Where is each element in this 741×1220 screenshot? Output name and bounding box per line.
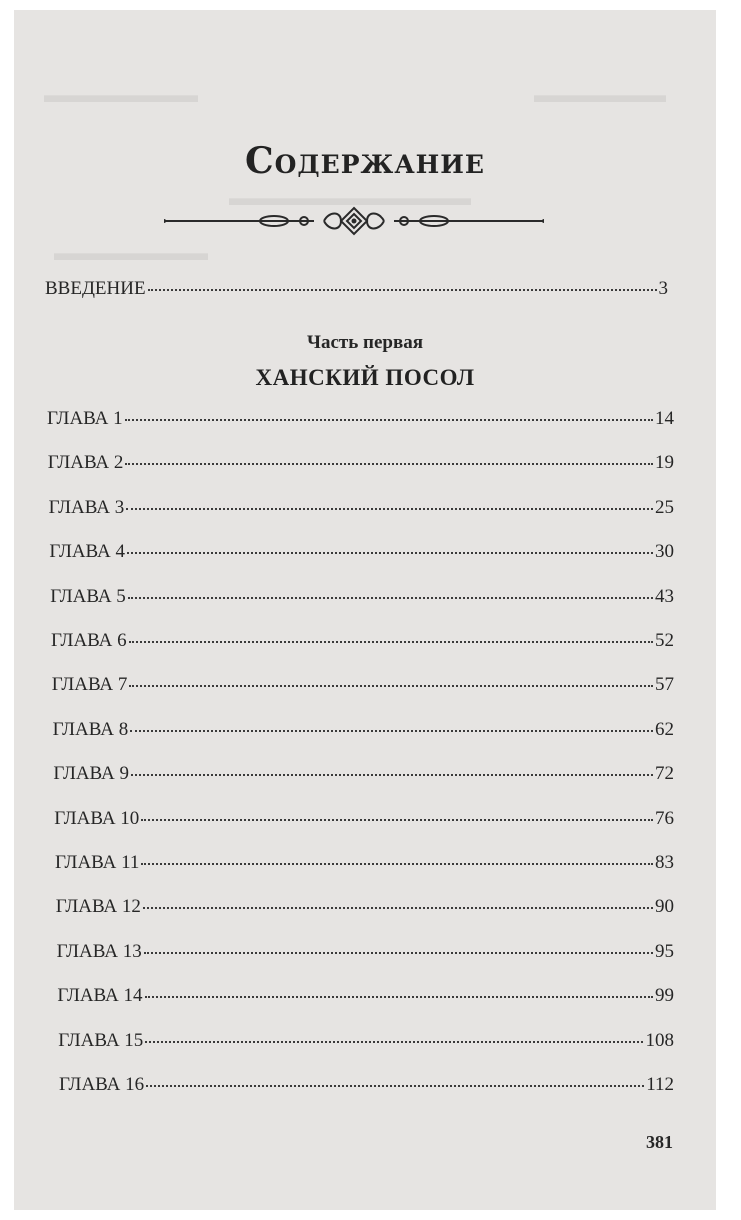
toc-entry-label: ГЛАВА 15 — [58, 1029, 144, 1051]
contents-heading: Содержание — [245, 140, 485, 182]
toc-entry-chapter[interactable] — [52, 674, 674, 696]
toc-entry-chapter[interactable] — [56, 896, 674, 918]
dot-leader — [141, 863, 653, 865]
toc-entry-page: 14 — [655, 408, 674, 429]
toc-entry-page: 95 — [654, 940, 674, 962]
toc-entry-chapter[interactable] — [47, 408, 674, 430]
toc-entry-page: 90 — [654, 896, 674, 918]
toc-entry-chapter[interactable] — [57, 985, 674, 1007]
part-label: Часть первая — [307, 332, 423, 353]
toc-entry-label: ГЛАВА 11 — [55, 852, 140, 873]
show-through-text: ▬▬▬▬▬▬▬▬▬▬▬ — [229, 185, 471, 210]
toc-entry-page: 57 — [654, 674, 674, 696]
toc-entry-label: ГЛАВА 5 — [50, 585, 126, 607]
dot-leader — [144, 952, 653, 954]
dot-leader — [148, 289, 657, 291]
toc-entry-label: ГЛАВА 1 — [47, 408, 123, 429]
toc-entry-chapter[interactable] — [50, 586, 674, 608]
toc-entry-page: 112 — [646, 1074, 674, 1095]
toc-entry-label: ГЛАВА 10 — [54, 807, 140, 829]
toc-entry-chapter[interactable] — [55, 852, 674, 874]
dot-leader — [145, 1041, 643, 1043]
toc-entry-chapter[interactable] — [48, 452, 674, 474]
show-through-text: ▬▬▬▬▬▬▬ — [44, 82, 198, 107]
toc-entry-page: 72 — [654, 763, 674, 785]
toc-entry-page: 83 — [655, 852, 674, 873]
toc-entry-chapter[interactable] — [59, 1074, 674, 1096]
toc-entry-label: ГЛАВА 3 — [48, 496, 125, 518]
toc-entry-chapter[interactable] — [51, 630, 674, 652]
dot-leader — [141, 819, 653, 821]
toc-entry-label: ГЛАВА 7 — [51, 674, 128, 696]
dot-leader — [131, 774, 653, 776]
book-page — [14, 10, 716, 1210]
toc-entry-page: 76 — [654, 807, 674, 829]
dot-leader — [129, 641, 653, 643]
toc-entry-label: ГЛАВА 16 — [59, 1074, 145, 1095]
toc-entry-label: ГЛАВА 2 — [47, 452, 124, 474]
toc-entry-label: ВВЕДЕНИЕ — [45, 278, 146, 299]
toc-entry-label: ГЛАВА 12 — [55, 896, 141, 918]
toc-entry-label: ГЛАВА 14 — [57, 985, 143, 1007]
toc-entry-page: 108 — [645, 1029, 674, 1051]
dot-leader — [128, 597, 653, 599]
toc-entry-chapter[interactable] — [49, 541, 674, 563]
dot-leader — [127, 552, 653, 554]
toc-entry-label: ГЛАВА 4 — [49, 541, 126, 563]
toc-entry-chapter[interactable] — [49, 497, 674, 519]
toc-entry-page: 43 — [654, 585, 674, 607]
toc-entry-label: ГЛАВА 13 — [56, 940, 142, 962]
toc-entry-label: ГЛАВА 8 — [52, 718, 129, 740]
toc-entry-chapter[interactable] — [53, 763, 674, 785]
dot-leader — [125, 463, 653, 465]
toc-entry-page: 19 — [654, 452, 674, 474]
dot-leader — [129, 685, 653, 687]
dot-leader — [146, 1085, 644, 1087]
dot-leader — [126, 508, 653, 510]
toc-entry-page: 25 — [654, 496, 674, 518]
toc-entry-page: 3 — [658, 278, 668, 299]
page-number: 381 — [646, 1132, 673, 1152]
toc-entry-label: ГЛАВА 9 — [53, 763, 130, 785]
toc-entry-intro[interactable] — [45, 278, 668, 300]
show-through-text: ▬▬▬▬▬▬▬ — [54, 240, 208, 265]
toc-entry-page: 62 — [654, 718, 674, 740]
dot-leader — [130, 730, 653, 732]
show-through-text: ▬▬▬▬▬▬ — [534, 82, 666, 107]
toc-entry-chapter[interactable] — [53, 719, 674, 741]
toc-entry-chapter[interactable] — [54, 808, 674, 830]
toc-entry-page: 99 — [654, 985, 674, 1007]
dot-leader — [145, 996, 653, 998]
toc-entry-chapter[interactable] — [58, 1030, 674, 1052]
toc-entry-page: 30 — [654, 541, 674, 563]
dot-leader — [125, 419, 653, 421]
toc-entry-page: 52 — [655, 630, 674, 651]
toc-entry-chapter[interactable] — [57, 941, 674, 963]
dot-leader — [143, 907, 653, 909]
ornament-divider-icon — [164, 205, 544, 237]
part-title: ХАНСКИЙ ПОСОЛ — [255, 365, 475, 390]
toc-entry-label: ГЛАВА 6 — [51, 630, 127, 651]
